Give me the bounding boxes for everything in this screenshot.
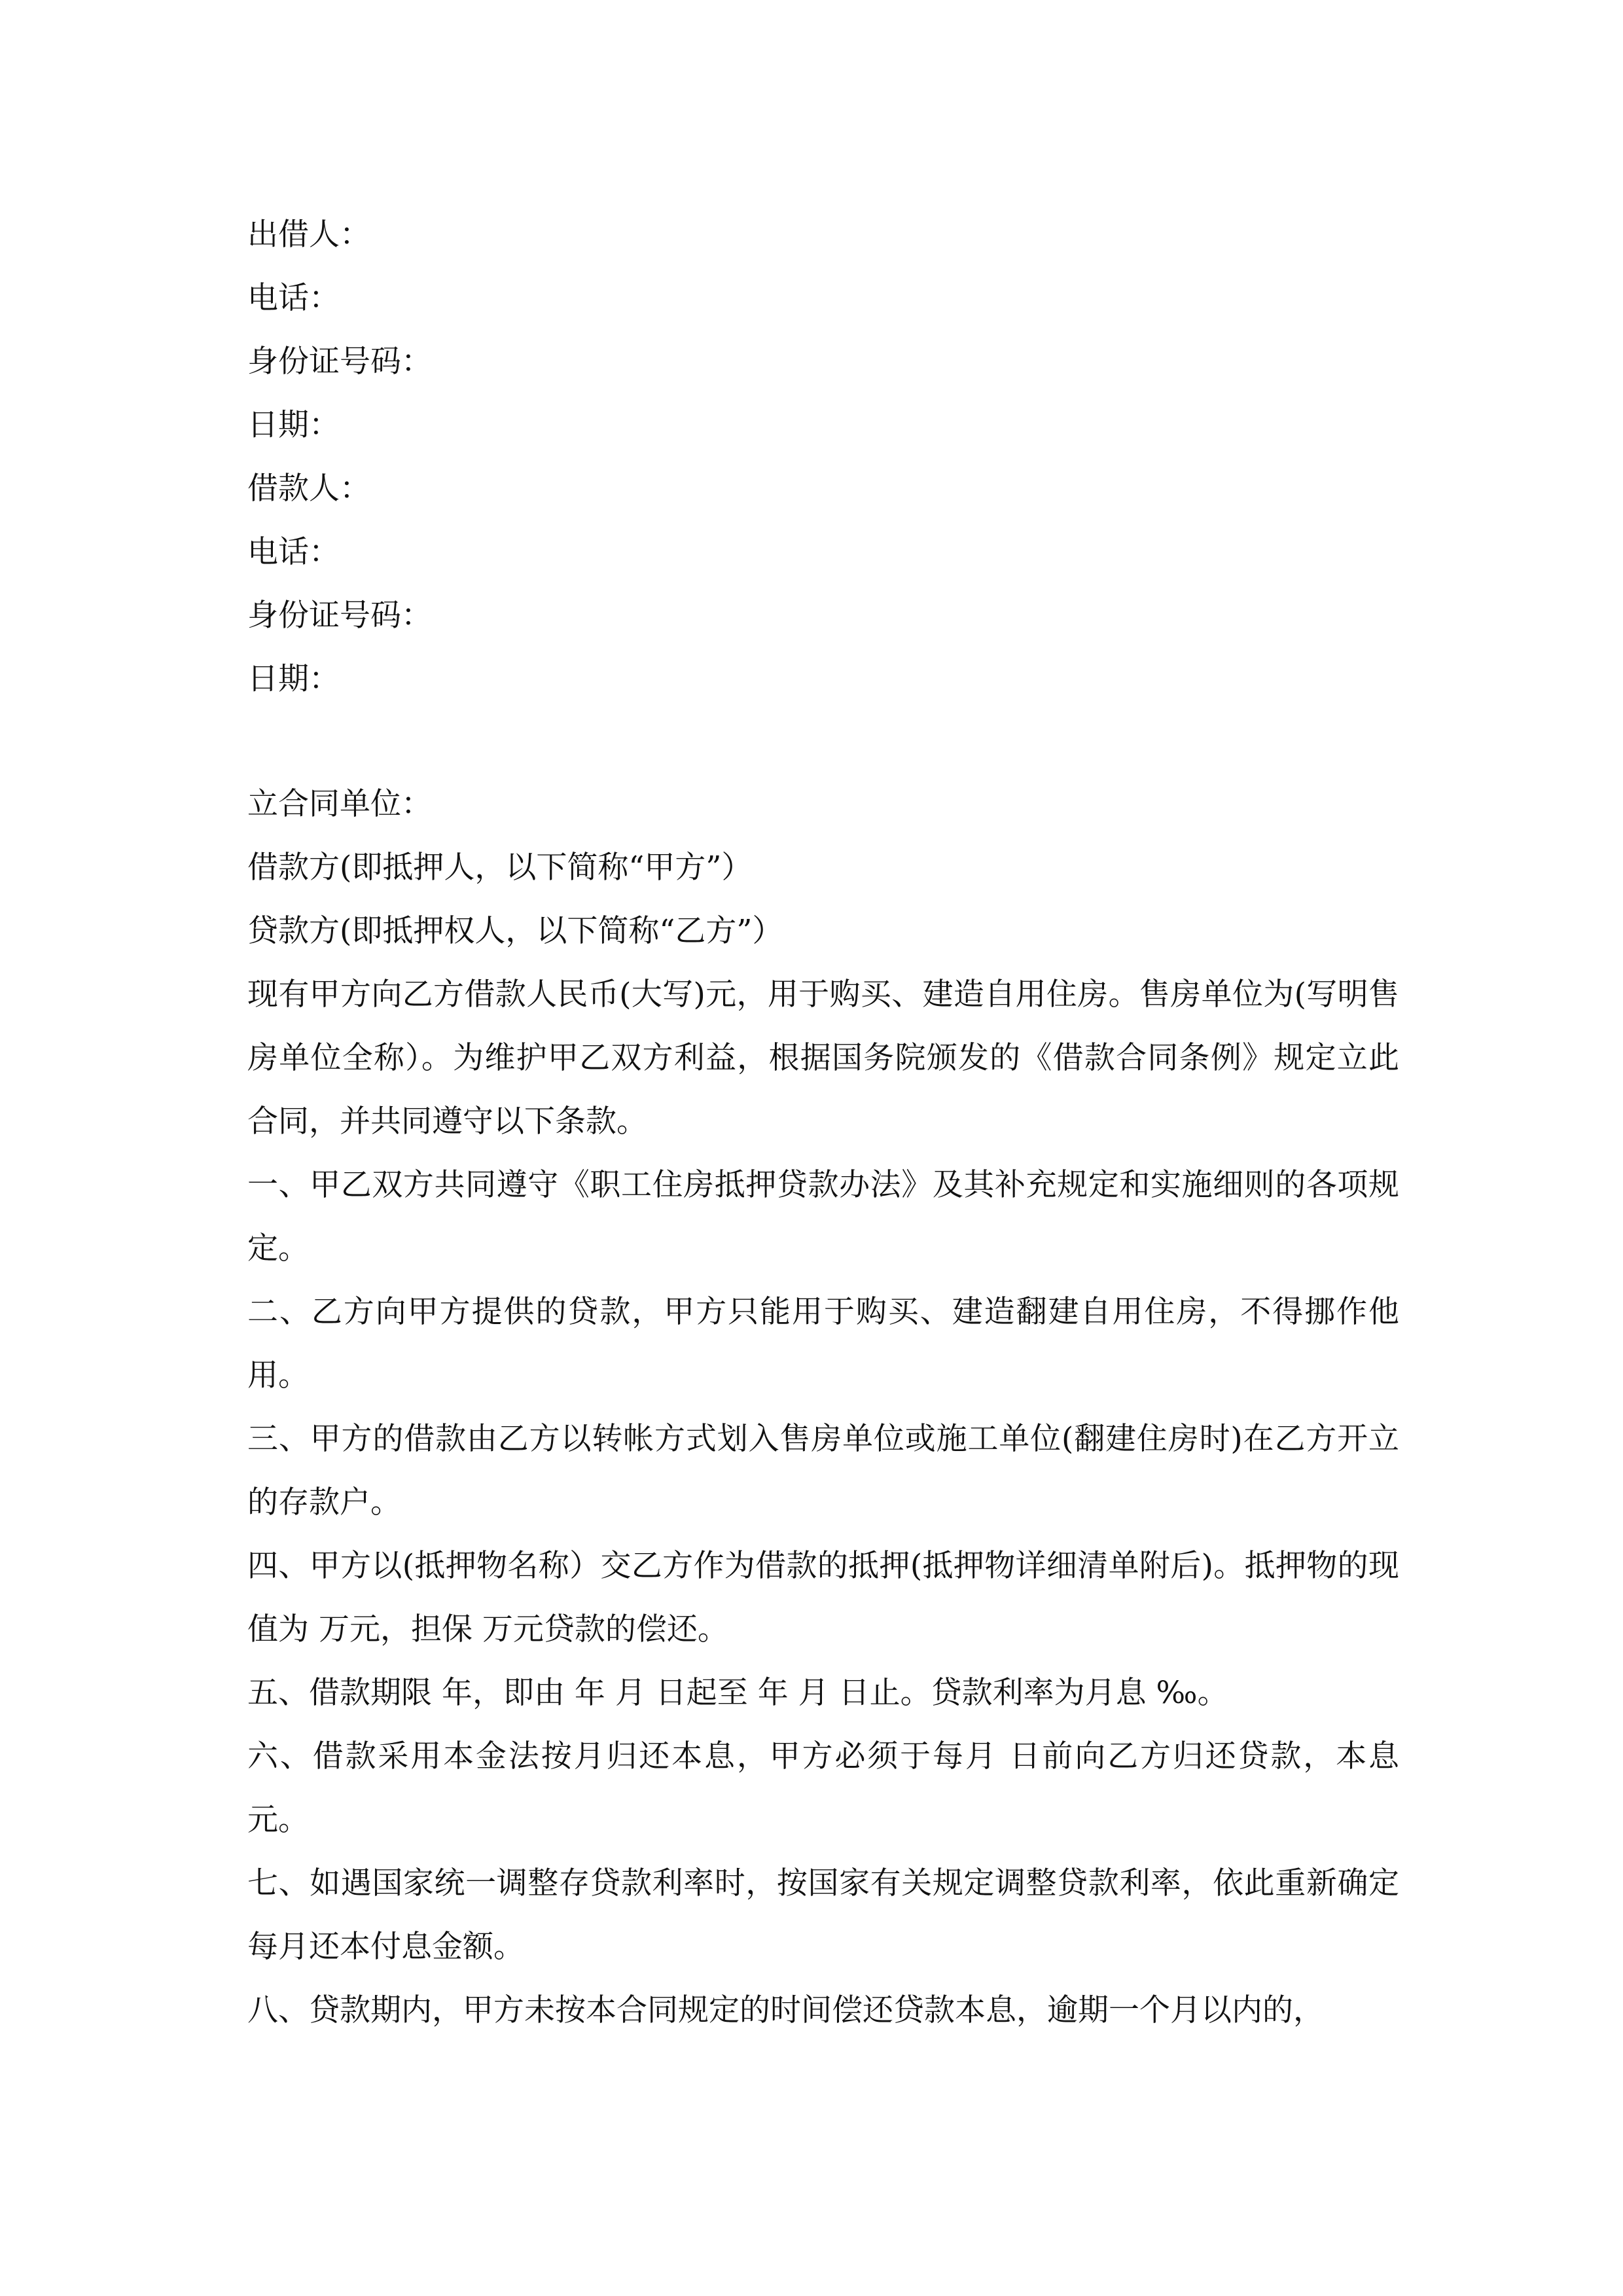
contract-body xyxy=(247,772,1399,2042)
signature-block xyxy=(247,203,1399,711)
borrower-date-label: 日期： xyxy=(247,661,340,697)
lender-id-label: 身份证号码： xyxy=(247,344,432,380)
clause-6: 六、借款采用本金法按月归还本息，甲方必须于每月 日前向乙方归还贷款，本息 元。 xyxy=(247,1738,1399,1838)
clause-8: 八、贷款期内，甲方未按本合同规定的时间偿还贷款本息，逾期一个月以内的， xyxy=(247,1992,1324,2028)
clause-1: 一、甲乙双方共同遵守《职工住房抵押贷款办法》及其补充规定和实施细则的各项规定。 xyxy=(247,1167,1399,1266)
party-b-line: 贷款方(即抵押权人，以下简称“乙方”） xyxy=(247,913,783,949)
clause-2: 二、乙方向甲方提供的贷款，甲方只能用于购买、建造翻建自用住房，不得挪作他用。 xyxy=(247,1294,1399,1393)
borrower-label: 借款人： xyxy=(247,471,370,507)
parties-heading: 立合同单位： xyxy=(247,786,432,822)
contract-text xyxy=(247,963,1399,2042)
clause-4: 四、甲方以(抵押物名称）交乙方作为借款的抵押(抵押物详细清单附后)。抵押物的现值为 万元，担保 万元贷款的偿还。 xyxy=(247,1548,1399,1647)
clause-7: 七、如遇国家统一调整存贷款利率时，按国家有关规定调整贷款利率，依此重新确定每月还本付息金额。 xyxy=(247,1865,1399,1965)
lender-label: 出借人： xyxy=(247,217,370,253)
borrower-phone-label: 电话： xyxy=(247,534,340,570)
intro-paragraph: 现有甲方向乙方借款人民币(大写)元，用于购买、建造自用住房。售房单位为(写明售房单位全称）。为维护甲乙双方利益，根据国务院颁发的《借款合同条例》规定立此合同，并共同遵守以下条款。 xyxy=(247,977,1399,1139)
borrower-id-label: 身份证号码： xyxy=(247,598,432,634)
clause-3: 三、甲方的借款由乙方以转帐方式划入售房单位或施工单位(翻建住房时)在乙方开立的存款户。 xyxy=(247,1421,1399,1520)
lender-phone-label: 电话： xyxy=(247,280,340,316)
party-a-line: 借款方(即抵押人，以下简称“甲方”） xyxy=(247,850,753,886)
lender-date-label: 日期： xyxy=(247,407,340,443)
clause-5: 五、借款期限 年，即由 年 月 日起至 年 月 日止。贷款利率为月息 ‰。 xyxy=(247,1675,1228,1711)
